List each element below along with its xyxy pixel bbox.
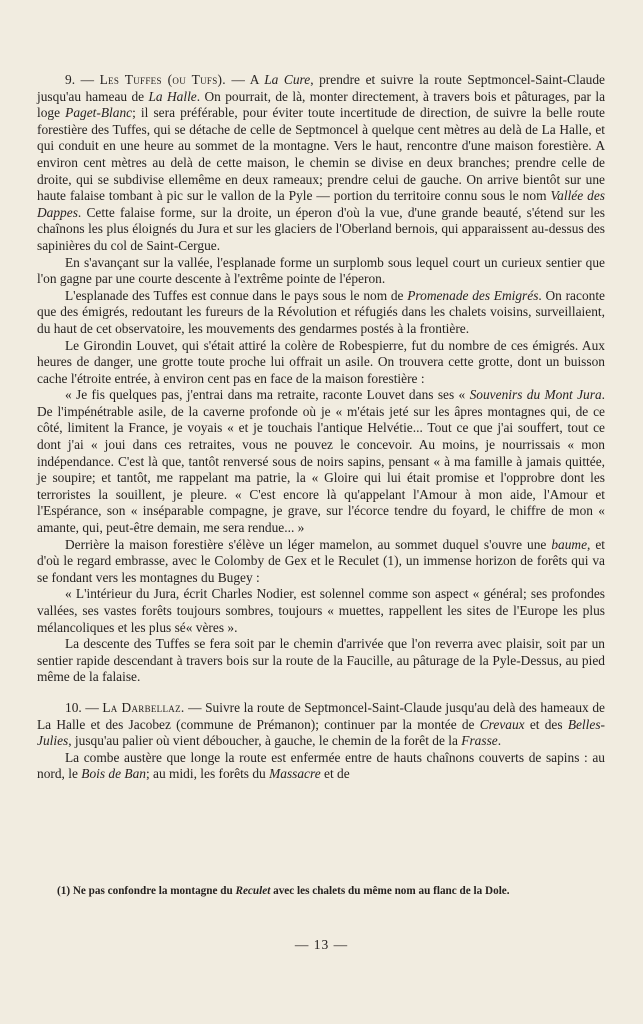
section-heading: La Darbellaz.: [102, 699, 185, 715]
louvet-quotation: [37, 387, 605, 536]
section-9-paragraph-5: [37, 537, 605, 587]
section-9-paragraph-3: [37, 288, 605, 338]
section-9-paragraph-6: La descente des Tuffes se fera soit par le chemin d'arrivée que l'on reverra avec plaisir, soit par un sentier rapide descendant à travers bois sur la route de la Faucille, au pâturage de la Pyle-Dessus, au pied même de la falaise.: [37, 636, 605, 685]
footnote-text: [37, 884, 605, 898]
place-name: Bois de Ban: [81, 766, 146, 782]
page-number: — 13 —: [294, 937, 349, 952]
italic-term: baume: [551, 536, 588, 552]
text-run: , jusqu'au palier où vient déboucher, à gauche, le chemin de la forêt de la: [68, 733, 462, 749]
section-10-paragraph-2: [37, 750, 605, 783]
place-name: Massacre: [269, 766, 321, 782]
text-run: , et d'où le regard embrasse, avec le Colomby de Gex et le Reculet (1), un immense horizon de forêts qui va se fondant vers les montagnes du Bugey :: [37, 536, 606, 585]
place-name: La Cure: [264, 72, 311, 87]
text-run: Derrière la maison forestière s'élève un léger mamelon, au sommet duquel s'ouvre une: [65, 536, 552, 552]
text-run: et des: [524, 716, 568, 732]
place-name: Frasse: [461, 733, 498, 749]
place-name: La Halle: [148, 88, 197, 104]
place-name: Vallée des Dappes: [37, 188, 605, 220]
text-run: — Suivre la route de Septmoncel-Saint-Claude jusqu'au delà des hameaux de La Halle et des Jacobez (commune de Prémanon); continuer par la montée de: [37, 699, 605, 732]
text-run: L'esplanade des Tuffes est connue dans le pays sous le nom de: [65, 287, 408, 303]
text-run: . On raconte que des émigrés, redoutant les fureurs de la Révolution et réfugiés dans les chalets voisins, surveillaient, du haut de cet observatoire, les mouvements des gendarmes postés à la frontière.: [37, 287, 605, 336]
section-number: 10. —: [65, 699, 99, 715]
text-run: . Cette falaise forme, sur la droite, un éperon d'où la vue, d'une grande beauté, s'étend sur les chaînons les plus éloignés du Jura et sur les glaciers de l'Oberland bernois, qui apparaissent au-dessus des sapinières du col de Saint-Cergue.: [37, 204, 605, 253]
section-10-paragraph-1: [37, 700, 605, 750]
section-heading: Les Tuffes (ou Tufs).: [99, 72, 226, 87]
nodier-quotation: « L'intérieur du Jura, écrit Charles Nodier, est solennel comme son aspect « général; ses profondes vallées, ses vastes forêts toujours sombres, toujours « muettes, rappellent les sites de l'Europe les plus mélancoliques et les plus sé« vères ».: [37, 586, 605, 635]
footnote: [37, 884, 605, 898]
text-run: « Je fis quelques pas, j'entrai dans ma retraite, raconte Louvet dans ses «: [65, 387, 470, 403]
section-number: 9. —: [65, 72, 94, 87]
section-9-paragraph-4: Le Girondin Louvet, qui s'était attiré la colère de Robespierre, fut du nombre de ces émigrés. Aux heures de danger, une grotte toute proche lui offrait un asile. On trouvera cette grotte, dont un buisson cache l'étroite entrée, à environ cent pas en face de la maison forestière :: [37, 337, 605, 386]
section-9-paragraph-2: En s'avançant sur la vallée, l'esplanade forme un surplomb sous lequel court un curieux sentier que l'on gagne par une courte descente à l'extrême pointe de l'éperon.: [37, 254, 605, 287]
place-name: Paget-Blanc: [65, 105, 133, 121]
text-run: et de: [320, 766, 350, 782]
text-run: ; au midi, les forêts du: [145, 766, 270, 782]
book-title: Souvenirs du Mont Jura: [469, 387, 602, 403]
text-run: — A: [225, 72, 265, 87]
section-9-paragraph-1: [37, 72, 605, 255]
text-run: , prendre et suivre la route Septmoncel-Saint-Claude jusqu'au hameau de: [37, 72, 605, 104]
text-run: . On pourrait, de là, monter directement, à travers bois et pâturages, par la loge: [37, 88, 606, 121]
text-run: La combe austère que longe la route est enfermée entre de hauts chaînons couverts de sapins : au nord, le: [37, 749, 605, 782]
place-name: Reculet: [235, 885, 271, 897]
text-run: .: [497, 733, 502, 749]
place-name: Belles-Julies: [37, 716, 605, 749]
place-name: Crevaux: [479, 716, 525, 732]
text-run: (1) Ne pas confondre la montagne du: [57, 885, 236, 897]
text-run: ; il sera préférable, pour éviter toute incertitude de direction, de suivre la belle route forestière des Tuffes, qui se détache de celle de Septmoncel à quelque cent mètres au delà de La Halle, et qui conduit en une heure au sommet de la montagne. Vers le haut, rencontre d'une maison forestière. A environ cent mètres au delà de cette maison, le chemin se divise en deux branches; prendre celle de droite, qui se subdivise ellemême en deux rameaux; prendre celui de gauche. On arrive bientôt sur une haute falaise tombant à pic sur le vallon de la Pyle — portion du territoire connu sous le nom: [37, 105, 605, 204]
place-name: Promenade des Emigrés: [407, 287, 539, 303]
body-text: [37, 72, 605, 783]
text-run: . De l'impénétrable asile, de la caverne profonde où je « m'étais jeté sur les âpres montagnes qui, de ce côté, limitent la France, je voyais « et je touchais l'antique Helvétie... Tout ce que j'ai souffert, tout ce dont j'ai « joui dans ces retraites, vous ne pouvez le concevoir. Au moins, je nourrissais « mon indépendance. C'est là que, tantôt renversé sous de noirs sapins, pensant « à ma famille à jamais quittée, je soupire; et tantôt, me rappelant ma patrie, la « Gloire qui lui était promise et l'opprobre dont les terroristes la souillent, je pleure. « C'est encore là qu'appelant l'Amour à mon aide, l'Amour et l'Espérance, son « inséparable compagne, je grave, sur l'écorce tendre du foyard, le chiffre de mon « amante, qui, peut-être demain, me sera rendue... »: [37, 387, 605, 536]
text-run: avec les chalets du même nom au flanc de la Dole.: [270, 885, 510, 897]
